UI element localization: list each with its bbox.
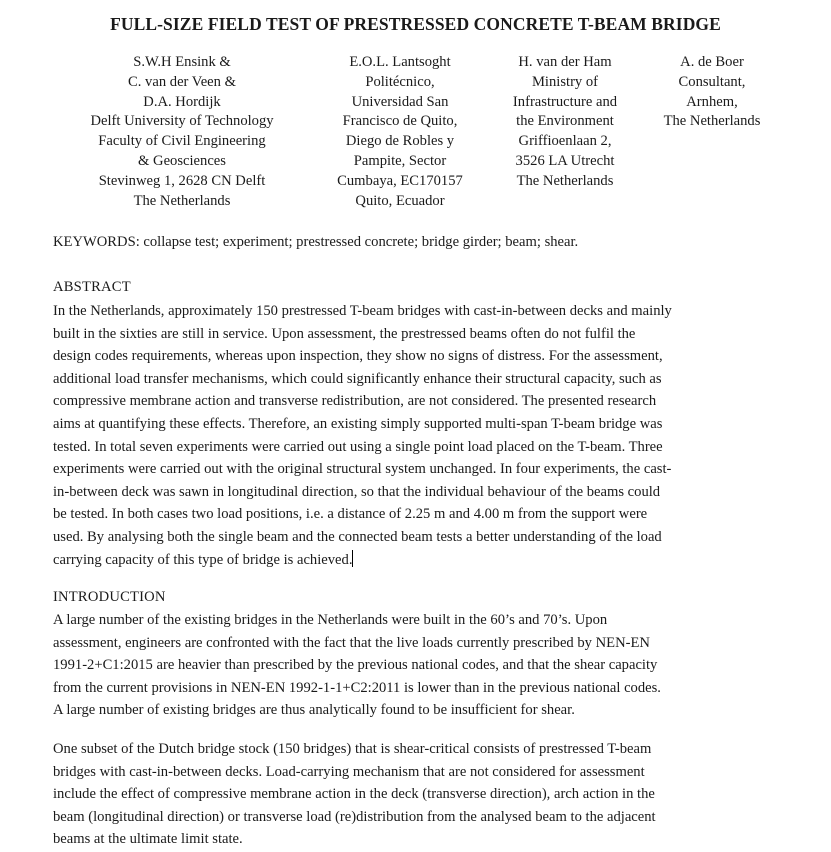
- text-line: S.W.H Ensink &: [133, 54, 231, 70]
- text-line: Francisco de Quito,: [342, 113, 458, 130]
- text-line: Universidad San: [351, 93, 449, 110]
- text-line: carrying capacity of this type of bridge is achieved.: [53, 551, 353, 568]
- text-line: in-between deck was sawn in longitudinal direction, so that the individual behaviour of the beams could: [53, 483, 661, 500]
- text-line: Cumbaya, EC170157: [337, 172, 463, 189]
- text-line: used. By analysing both the single beam and the connected beam tests a better understanding of the load: [53, 528, 662, 545]
- text-cursor: [352, 550, 353, 567]
- text-line: D.A. Hordijk: [143, 93, 221, 110]
- text-line: compressive membrane action and transverse redistribution, are not considered. The presented research: [53, 393, 657, 410]
- text-line: Quito, Ecuador: [355, 192, 445, 209]
- author-block-de-boer: [648, 53, 776, 132]
- keywords: KEYWORDS: collapse test; experiment; prestressed concrete; bridge girder; beam; shear.: [53, 234, 579, 250]
- text-line: from the current provisions in NEN-EN 1992-1-1+C2:2011 is lower than in the previous national codes.: [53, 679, 661, 696]
- text-line: Delft University of Technology: [90, 113, 274, 130]
- text-line: The Netherlands: [133, 192, 231, 209]
- text-line: experiments were carried out with the original structural system unchanged. In four experiments, the cast-: [53, 461, 672, 478]
- text-line: One subset of the Dutch bridge stock (150 bridges) that is shear-critical consists of prestressed T-beam: [53, 741, 652, 757]
- abstract-body[interactable]: [53, 300, 783, 571]
- intro-paragraph-1: [53, 609, 783, 722]
- text-line: Politécnico,: [365, 73, 435, 90]
- text-line: aims at quantifying these effects. Therefore, an existing simply supported multi-span T-beam bridge was: [53, 415, 663, 432]
- text-line: 3526 LA Utrecht: [515, 152, 615, 169]
- text-line: Pampite, Sector: [353, 152, 447, 169]
- text-line: tested. In total seven experiments were carried out using a single point load placed on the T-beam. Three: [53, 438, 663, 455]
- text-line: & Geosciences: [138, 152, 226, 169]
- intro-paragraph-2: [53, 738, 783, 851]
- text-line: bridges with cast-in-between decks. Load-carrying mechanism that are not considered for assessment: [53, 763, 645, 780]
- text-line: Faculty of Civil Engineering: [98, 133, 266, 150]
- text-line: additional load transfer mechanisms, which could significantly enhance their structural capacity, such as: [53, 370, 662, 387]
- text-line: C. van der Veen &: [128, 73, 236, 90]
- text-line: built in the sixties are still in service. Upon assessment, the prestressed beams often do not fulfil the: [53, 325, 636, 342]
- text-line: the Environment: [516, 113, 614, 130]
- text-line: design codes requirements, whereas upon inspection, they show no signs of distress. For the assessment,: [53, 348, 663, 365]
- author-block-van-der-ham: [500, 53, 630, 192]
- author-block-lantsoght: [320, 53, 480, 211]
- text-line: beam (longitudinal direction) or transverse load (re)distribution from the analysed beam to the adjacent: [53, 808, 656, 825]
- text-line: Consultant,: [678, 73, 746, 90]
- text-line: 1991-2+C1:2015 are heavier than prescribed by the previous national codes, and that the shear capacity: [53, 657, 658, 674]
- text-line: Stevinweg 1, 2628 CN Delft: [98, 172, 266, 189]
- abstract-heading: ABSTRACT: [53, 279, 131, 295]
- text-line: include the effect of compressive membrane action in the deck (transverse direction), arch action in the: [53, 786, 655, 803]
- text-line: Infrastructure and: [512, 93, 618, 110]
- text-line: assessment, engineers are confronted with the fact that the live loads currently prescribed by NEN-EN: [53, 634, 650, 651]
- text-line: Ministry of: [531, 73, 599, 90]
- author-block-ensink: [64, 53, 300, 211]
- text-line: H. van der Ham: [518, 54, 612, 70]
- text-line: In the Netherlands, approximately 150 prestressed T-beam bridges with cast-in-between decks and mainly: [53, 303, 672, 319]
- text-line: The Netherlands: [663, 113, 761, 130]
- text-line: A large number of existing bridges are thus analytically found to be insufficient for shear.: [53, 702, 575, 719]
- paper-title: FULL-SIZE FIELD TEST OF PRESTRESSED CONCRETE T-BEAM BRIDGE: [110, 14, 721, 34]
- text-line: Griffioenlaan 2,: [518, 133, 612, 150]
- text-line: beams at the ultimate limit state.: [53, 831, 243, 848]
- text-line: A large number of the existing bridges in the Netherlands were built in the 60’s and 70’s. Upon: [53, 612, 608, 628]
- introduction-heading: INTRODUCTION: [53, 589, 166, 605]
- text-line: The Netherlands: [516, 172, 614, 189]
- text-line: Arnhem,: [686, 93, 738, 110]
- text-line: Diego de Robles y: [345, 133, 455, 150]
- text-line: E.O.L. Lantsoght: [349, 54, 451, 70]
- text-line: be tested. In both cases two load positions, i.e. a distance of 2.25 m and 4.00 m from the support were: [53, 506, 648, 523]
- text-line: A. de Boer: [680, 54, 744, 70]
